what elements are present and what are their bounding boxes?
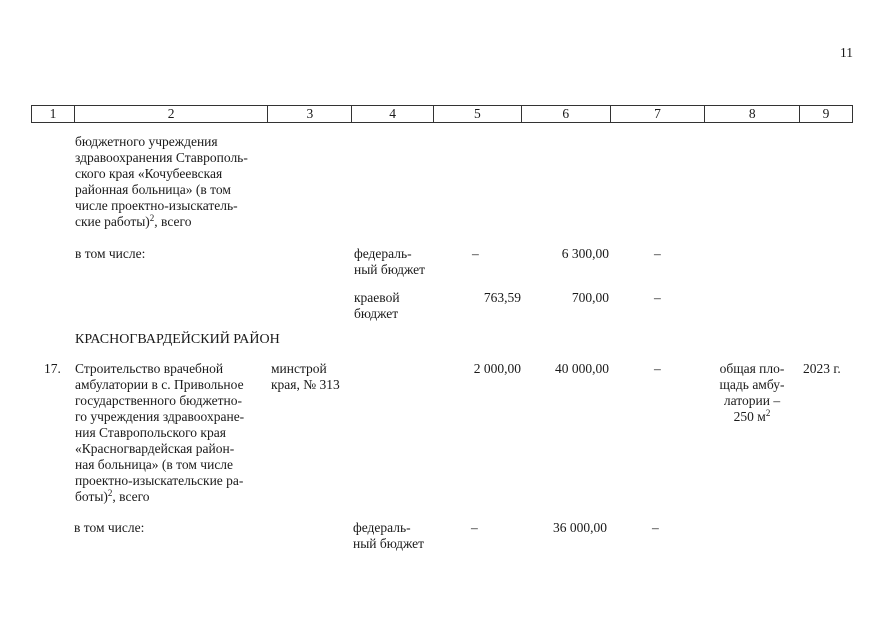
row1-federal-c7: – [654, 246, 661, 261]
result-line: общая пло- [719, 361, 785, 376]
row1-regional-c6: 700,00 [571, 290, 609, 305]
row1-desc-line: числе проектно-изыскатель- [75, 198, 238, 213]
budget-label-line: ный бюджет [353, 536, 425, 551]
row1-desc-line: бюджетного учреждения [75, 134, 218, 149]
row17-desc-last-line [75, 489, 266, 505]
row1-including-label: в том числе: [75, 246, 146, 261]
budget-label-line: федераль- [354, 246, 412, 261]
row17-desc-line: ная больница» (в том числе [75, 457, 234, 472]
row1-regional-c7: – [654, 290, 661, 305]
row17-year: 2023 г. [803, 361, 841, 376]
row17-desc-line: государственного бюджетно- [75, 393, 242, 408]
column-header-7: 7 [611, 106, 706, 122]
row17-c7: – [654, 361, 661, 376]
row17-federal-c5: – [471, 520, 478, 535]
row17-federal-budget-label [353, 520, 424, 552]
footnote-mark: 2 [149, 213, 155, 223]
column-header-5: 5 [434, 106, 522, 122]
column-header-8: 8 [705, 106, 800, 122]
row17-desc-line: амбулатории в с. Привольное [75, 377, 244, 392]
budget-label-line: бюджет [354, 306, 399, 321]
row1-desc-line: районная больница» (в том [75, 182, 231, 197]
column-header-4: 4 [352, 106, 434, 122]
row17-including-label: в том числе: [74, 520, 145, 535]
row17-desc-line: «Красногвардейская район- [75, 441, 235, 456]
responsible-line: края, № 313 [271, 377, 340, 392]
row17-desc-line: го учреждения здравоохране- [75, 409, 245, 424]
footnote-mark: 2 [107, 488, 113, 498]
column-header-2: 2 [75, 106, 269, 122]
row1-federal-c5: – [472, 246, 479, 261]
row1-federal-c6: 6 300,00 [561, 246, 609, 261]
row17-desc-line: проектно-изыскательские ра- [75, 473, 244, 488]
row17-c5: 2 000,00 [473, 361, 521, 376]
row1-desc-suffix: , всего [154, 214, 192, 229]
row17-desc-line: Строительство врачебной [75, 361, 224, 376]
row17-result [709, 361, 795, 425]
result-area-line [709, 409, 795, 425]
row1-desc-line: здравоохранения Ставрополь- [75, 150, 248, 165]
budget-label-line: ный бюджет [354, 262, 426, 277]
row17-description [75, 361, 266, 505]
result-line: щадь амбу- [719, 377, 785, 392]
column-header-row [31, 105, 853, 123]
row17-c6: 40 000,00 [555, 361, 609, 376]
row1-regional-c5: 763,59 [483, 290, 521, 305]
column-header-6: 6 [522, 106, 611, 122]
result-area-sup: 2 [765, 408, 771, 418]
row1-desc-last: ские работы) [75, 214, 150, 229]
row1-regional-budget-label [354, 290, 400, 322]
result-line: латории – [723, 393, 781, 408]
page-number: 11 [840, 45, 853, 60]
column-header-9: 9 [822, 106, 830, 121]
row17-number: 17. [44, 361, 61, 376]
row17-responsible [271, 361, 340, 393]
column-header-1: 1 [32, 106, 75, 122]
column-header-3: 3 [268, 106, 352, 122]
row1-federal-budget-label [354, 246, 425, 278]
district-heading: КРАСНОГВАРДЕЙСКИЙ РАЙОН [75, 332, 280, 347]
row1-desc-last-line [75, 214, 266, 230]
row17-federal-c6: 36 000,00 [553, 520, 607, 535]
budget-label-line: федераль- [353, 520, 411, 535]
row17-desc-line: ния Ставропольского края [75, 425, 226, 440]
responsible-line: минстрой [271, 361, 327, 376]
row1-desc-line: ского края «Кочубеевская [75, 166, 223, 181]
result-area: 250 м [733, 409, 766, 424]
row17-desc-suffix: , всего [112, 489, 150, 504]
row1-description [75, 134, 266, 230]
budget-label-line: краевой [354, 290, 400, 305]
row17-federal-c7: – [652, 520, 659, 535]
row17-desc-last: боты) [75, 489, 108, 504]
